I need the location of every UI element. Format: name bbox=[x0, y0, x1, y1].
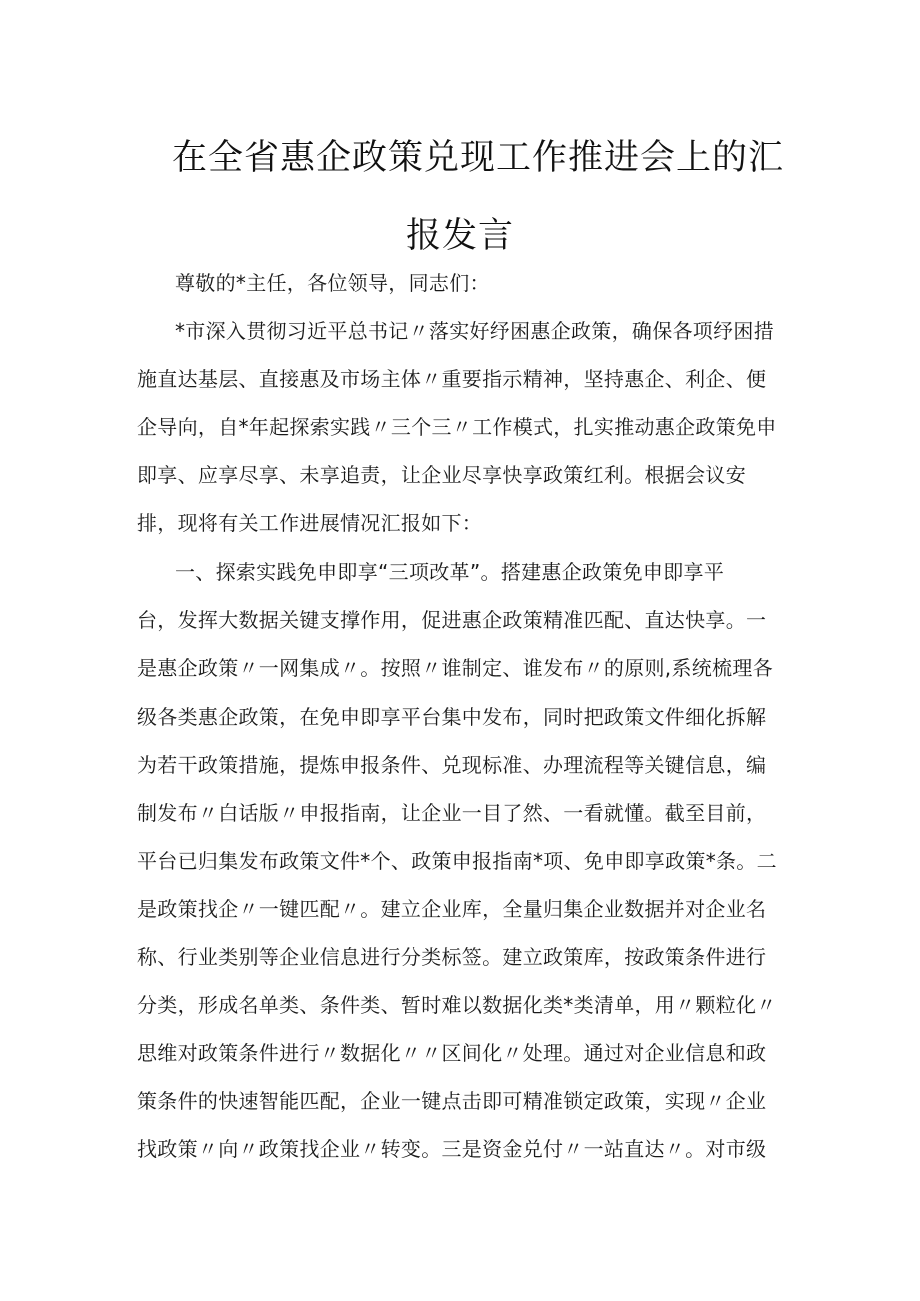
paragraph-line: 是政策找企〃一键匹配〃。建立企业库，全量归集企业数据并对企业名 bbox=[137, 897, 767, 921]
paragraph-line: 称、行业类别等企业信息进行分类标签。建立政策库，按政策条件进行 bbox=[137, 945, 767, 969]
paragraph-line: 一、探索实践免申即享“三项改革”。搭建惠企政策免申即享平 bbox=[175, 560, 725, 584]
paragraph-line: 台，发挥大数据关键支撑作用，促进惠企政策精准匹配、直达快享。一 bbox=[137, 608, 767, 632]
paragraph-line: 即享、应享尽享、未享追责，让企业尽享快享政策红利。根据会议安 bbox=[137, 463, 746, 487]
paragraph-line: *市深入贯彻习近平总书记〃落实好纾困惠企政策，确保各项纾困措 bbox=[175, 319, 774, 343]
paragraph-line: 施直达基层、直接惠及市场主体〃重要指示精神，坚持惠企、利企、便 bbox=[137, 367, 767, 391]
document-title-line-1: 在全省惠企政策兑现工作推进会上的汇 bbox=[171, 138, 784, 178]
paragraph-line: 为若干政策措施，提炼申报条件、兑现标准、办理流程等关键信息，编 bbox=[137, 753, 767, 777]
paragraph-line: 平台已归集发布政策文件*个、政策申报指南*项、免申即享政策*条。二 bbox=[137, 849, 777, 873]
paragraph-line: 级各类惠企政策，在免申即享平台集中发布，同时把政策文件细化拆解 bbox=[137, 705, 767, 729]
paragraph-line: 企导向，自*年起探索实践〃三个三〃工作模式，扎实推动惠企政策免申 bbox=[137, 415, 777, 439]
paragraph-line: 策条件的快速智能匹配，企业一键点击即可精准锁定政策，实现〃企业 bbox=[137, 1089, 767, 1113]
salutation: 尊敬的*主任，各位领导，同志们： bbox=[175, 271, 490, 295]
paragraph-line: 分类，形成名单类、条件类、暂时难以数据化类*类清单，用〃颗粒化〃 bbox=[137, 993, 777, 1017]
paragraph-line: 找政策〃向〃政策找企业〃转变。三是资金兑付〃一站直达〃。对市级 bbox=[137, 1137, 767, 1161]
paragraph-line: 排，现将有关工作进展情况汇报如下： bbox=[137, 511, 483, 535]
document-title-line-2: 报发言 bbox=[405, 216, 514, 256]
paragraph-line: 思维对政策条件进行〃数据化〃〃区间化〃处理。通过对企业信息和政 bbox=[137, 1041, 767, 1065]
paragraph-line: 制发布〃白话版〃申报指南，让企业一目了然、一看就懂。截至目前， bbox=[137, 801, 767, 825]
paragraph-line: 是惠企政策〃一网集成〃。按照〃谁制定、谁发布〃的原则,系统梳理各 bbox=[137, 656, 773, 680]
